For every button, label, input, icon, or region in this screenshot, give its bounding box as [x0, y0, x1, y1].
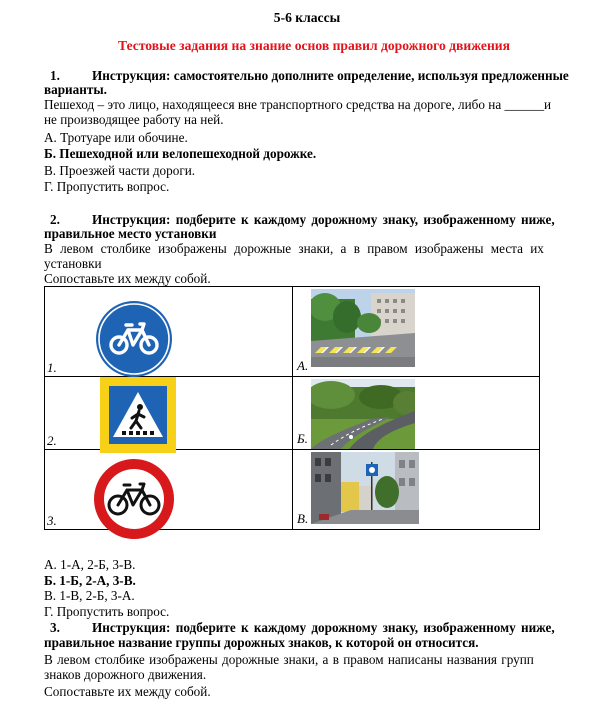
no-bicycles-sign-icon: [92, 457, 176, 541]
q2-instruction-text: Инструкция: подберите к каждому дорожному знаку, изображенному ниже,: [92, 212, 555, 227]
bike-path-photo: [311, 379, 415, 449]
q2-instruction-cont: правильное место установки: [44, 226, 217, 241]
q2-instruction: [44, 212, 590, 227]
q2-text-line2: установки: [44, 256, 102, 271]
pedestrian-crossing-sign-icon: [100, 377, 176, 453]
q2-option-a[interactable]: А. 1-А, 2-Б, 3-В.: [44, 557, 136, 572]
q1-instruction-cont: варианты.: [44, 82, 107, 97]
q1-text-line2: не производящее работу на ней.: [44, 112, 224, 127]
q2-text-line3: Сопоставьте их между собой.: [44, 271, 211, 286]
street-photo: [311, 452, 419, 524]
q3-text-line3: Сопоставьте их между собой.: [44, 684, 211, 699]
q3-number: 3.: [50, 620, 60, 635]
q1-option-c[interactable]: В. Проезжей части дороги.: [44, 163, 196, 178]
sign-label-2: 2.: [47, 433, 57, 448]
q3-text-line2: знаков дорожного движения.: [44, 667, 207, 682]
q1-instruction: [44, 68, 590, 83]
sign-label-1: 1.: [47, 360, 57, 375]
q1-option-b[interactable]: Б. Пешеходной или велопешеходной дорожке.: [44, 146, 317, 161]
bicycle-path-sign-icon: [95, 300, 173, 378]
crosswalk-photo: [311, 289, 415, 367]
q2-number: 2.: [50, 212, 60, 227]
q2-option-c[interactable]: В. 1-В, 2-Б, 3-А.: [44, 588, 135, 603]
q1-option-d[interactable]: Г. Пропустить вопрос.: [44, 179, 170, 194]
q3-instruction-cont: правильное название группы дорожных знаков, к которой он относится.: [44, 635, 479, 650]
q1-option-a[interactable]: А. Тротуаре или обочине.: [44, 130, 188, 145]
page-title: Тестовые задания на знание основ правил дорожного движения: [118, 38, 510, 53]
q2-text-line1: В левом столбике изображены дорожные знаки, а в правом изображены места их: [44, 241, 544, 256]
place-label-b: Б.: [297, 431, 308, 446]
place-label-c: В.: [297, 511, 309, 526]
place-label-a: А.: [297, 358, 309, 373]
q3-text-line1: В левом столбике изображены дорожные знаки, а в правом написаны названия групп: [44, 652, 534, 667]
q1-instruction-text: Инструкция: самостоятельно дополните определение, используя предложенные: [92, 68, 569, 83]
q1-number: 1.: [50, 68, 60, 83]
q1-text-line1: Пешеход – это лицо, находящееся вне транспортного средства на дороге, либо на ______и: [44, 97, 552, 112]
q2-option-b[interactable]: Б. 1-Б, 2-А, 3-В.: [44, 573, 136, 588]
q3-instruction: [44, 620, 590, 635]
grade-heading: 5-6 классы: [273, 10, 341, 25]
q2-option-d[interactable]: Г. Пропустить вопрос.: [44, 604, 170, 619]
sign-label-3: 3.: [47, 513, 57, 528]
q3-instruction-text: Инструкция: подберите к каждому дорожному знаку, изображенному ниже,: [92, 620, 555, 635]
